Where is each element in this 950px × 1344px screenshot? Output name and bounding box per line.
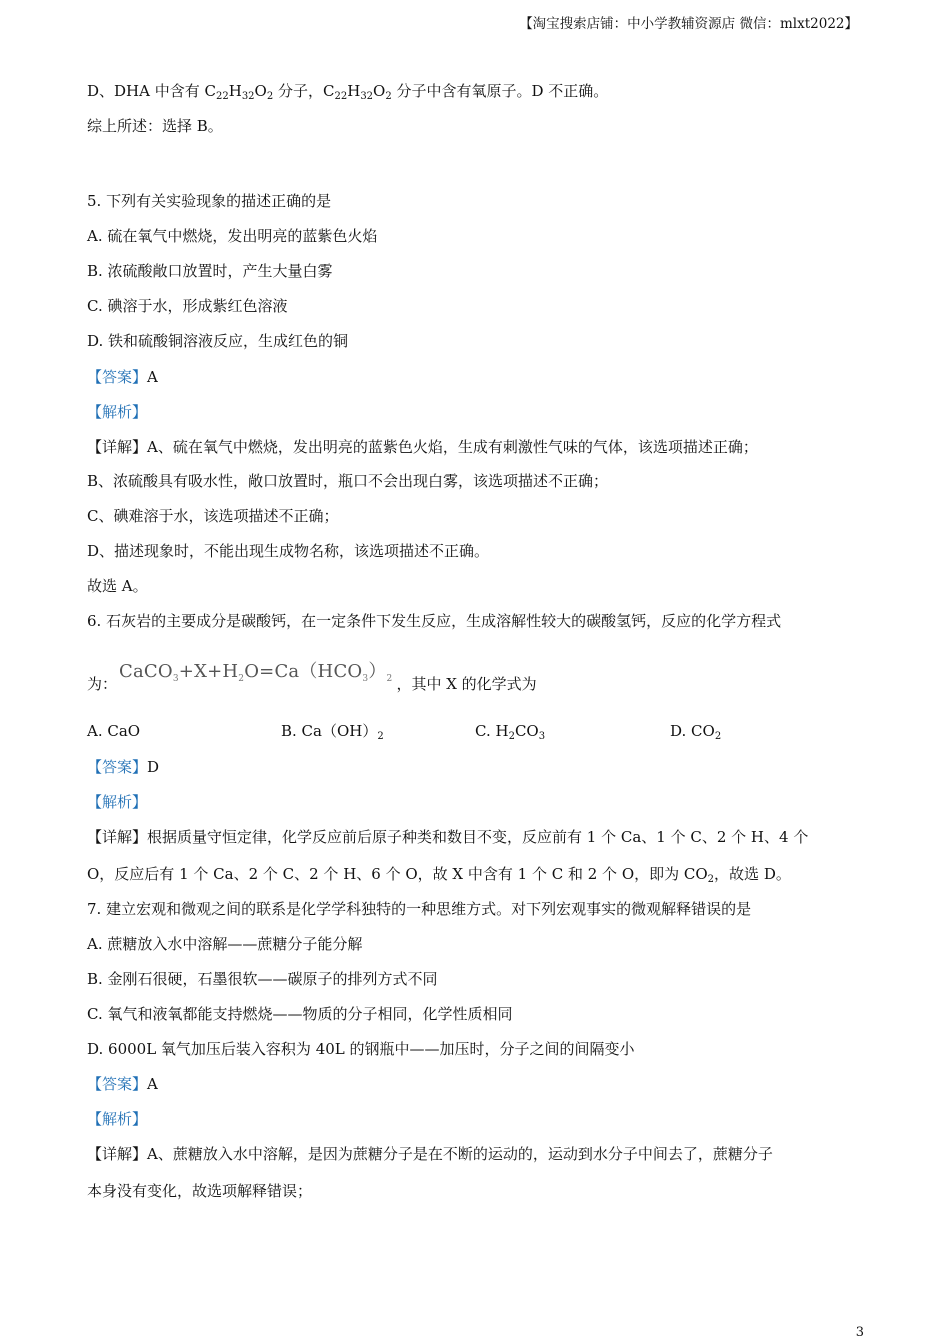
q7-option-c: C. 氧气和液氧都能支持燃烧——物质的分子相同，化学性质相同 [87, 1005, 513, 1023]
q5-analysis-tag: 【解析】 [87, 403, 148, 421]
q5-option-c: C. 碘溶于水，形成紫红色溶液 [87, 297, 288, 315]
q5-detail-1: 【详解】A、硫在氧气中燃烧，发出明亮的蓝紫色火焰，生成有刺激性气味的气体，该选项描述正确； [87, 438, 758, 456]
q6-option-c: C. $H_2CO_3$ [475, 722, 546, 742]
q5-stem: 5. 下列有关实验现象的描述正确的是 [87, 192, 332, 210]
q7-analysis-tag: 【解析】 [87, 1110, 148, 1128]
q6-stem-2: 为：$CaCO_3+X+H_2O=Ca(HCO_3)_2$ ，其中 X 的化学式为 [87, 661, 537, 693]
q6-option-d: D. $CO_2$ [670, 722, 722, 742]
answer-tag: 【答案】 [87, 758, 148, 776]
q5-option-a: A. 硫在氧气中燃烧，发出明亮的蓝紫色火焰 [87, 227, 378, 245]
q7-stem: 7. 建立宏观和微观之间的联系是化学学科独特的一种思维方式。对下列宏观事实的微观解释错误的是 [87, 900, 752, 918]
q5-detail-4: D、描述现象时，不能出现生成物名称，该选项描述不正确。 [87, 542, 490, 560]
q6-detail-1: 【详解】根据质量守恒定律，化学反应前后原子种类和数目不变，反应前有 1 个 Ca、1 个 C、2 个 H、4 个 [87, 828, 809, 846]
q7-detail-2: 本身没有变化，故选项解释错误； [87, 1182, 313, 1200]
q6-stem-1: 6. 石灰岩的主要成分是碳酸钙，在一定条件下发生反应，生成溶解性较大的碳酸氢钙，反应的化学方程式 [87, 612, 782, 630]
q6-answer: 【答案】D [87, 758, 160, 776]
q6-detail-2: O，反应后有 1 个 Ca、2 个 C、2 个 H、6 个 O，故 X 中含有 1 个 C 和 2 个 O，即为 $CO_2$，故选 D。 [87, 865, 791, 885]
page-header: 【淘宝搜索店铺：中小学教辅资源店 微信：mlxt2022】 [519, 16, 858, 32]
q6-option-a: A. CaO [87, 722, 141, 740]
q7-option-a: A. 蔗糖放入水中溶解——蔗糖分子能分解 [87, 935, 363, 953]
q5-detail-2: B、浓硫酸具有吸水性，敞口放置时，瓶口不会出现白雾，该选项描述不正确； [87, 472, 609, 490]
prev-summary: 综上所述：选择 B。 [87, 117, 223, 135]
q5-answer: 【答案】A [87, 368, 158, 386]
answer-tag: 【答案】 [87, 1075, 148, 1093]
page-number: 3 [855, 1325, 864, 1340]
q6-option-b: B. $Ca(OH)_2$ [281, 722, 384, 742]
q5-conclusion: 故选 A。 [87, 577, 148, 595]
q7-option-b: B. 金刚石很硬，石墨很软——碳原子的排列方式不同 [87, 970, 438, 988]
q5-option-b: B. 浓硫酸敞口放置时，产生大量白雾 [87, 262, 333, 280]
q6-analysis-tag: 【解析】 [87, 793, 148, 811]
q5-detail-3: C、碘难溶于水，该选项描述不正确； [87, 507, 339, 525]
q7-option-d: D. 6000L 氧气加压后装入容积为 40L 的钢瓶中——加压时，分子之间的间隔变小 [87, 1040, 635, 1058]
q7-answer: 【答案】A [87, 1075, 158, 1093]
prev-option-d-analysis: D、DHA 中含有 $C_{22}H_{32}O_2$ 分子，$C_{22}H_{32}O_2$ 分子中含有氧原子。D 不正确。 [87, 82, 609, 102]
answer-tag: 【答案】 [87, 368, 148, 386]
q6-equation: $CaCO_3+X+H_2O=Ca(HCO_3)_2$ [119, 661, 393, 684]
q5-option-d: D. 铁和硫酸铜溶液反应，生成红色的铜 [87, 332, 349, 350]
q7-detail-1: 【详解】A、蔗糖放入水中溶解，是因为蔗糖分子是在不断的运动的，运动到水分子中间去了，蔗糖分子 [87, 1145, 773, 1163]
